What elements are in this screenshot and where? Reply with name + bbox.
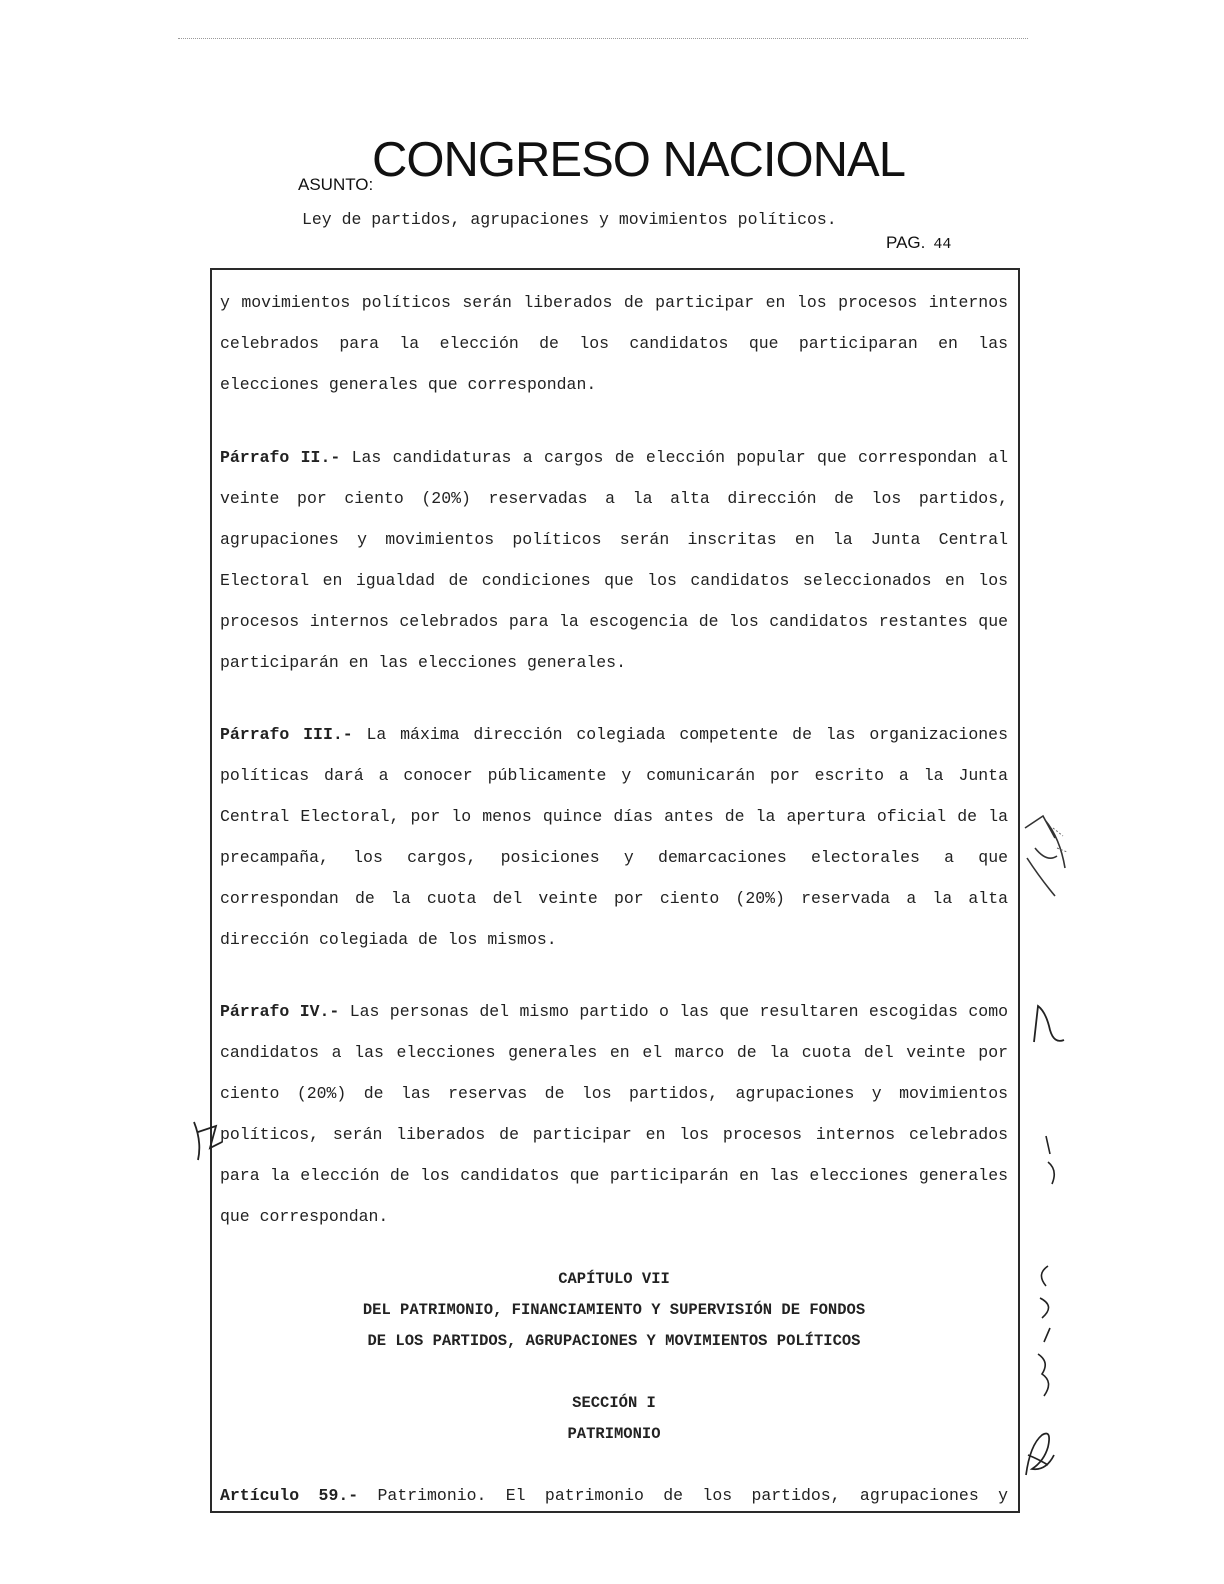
article-label: Artículo 59.- (220, 1486, 359, 1505)
article-59 (220, 1486, 1008, 1505)
chapter-title-line2: DE LOS PARTIDOS, AGRUPACIONES Y MOVIMIENTOS POLÍTICOS (367, 1332, 861, 1350)
paragraph-iv (220, 991, 1008, 1237)
continuation-paragraph (220, 282, 1008, 405)
page-indicator (886, 233, 951, 253)
handwritten-initial-mark (1028, 1000, 1073, 1050)
chapter-number: CAPÍTULO VII (558, 1270, 670, 1288)
asunto-label: ASUNTO: (298, 175, 374, 194)
continuation-text: y movimientos políticos serán liberados de participar en los procesos internos celebrados para la elección de los candidatos que participaran en las elecciones generales que correspondan. (220, 293, 1008, 394)
section-title: PATRIMONIO (567, 1425, 661, 1443)
paragraph-iii-label: Párrafo III.- (220, 725, 353, 744)
paragraph-ii (220, 437, 1008, 683)
page-label: PAG. (886, 233, 926, 252)
scan-artifact-line (178, 38, 1028, 39)
handwritten-initial-mark (1015, 808, 1075, 903)
handwritten-initial-mark (188, 1112, 228, 1167)
article-text: Patrimonio. El patrimonio de los partidos, agrupaciones y (377, 1486, 1008, 1505)
paragraph-iv-text: Las personas del mismo partido o las que resultaren escogidas como candidatos a las elecciones generales en el marco de la cuota del veinte por ciento (20%) de las reservas de los partidos, agrupaciones y movimientos políticos, serán liberados de participar en los procesos internos celebrados para la elección de los candidatos que participarán en las elecciones generales que correspondan. (220, 1002, 1009, 1226)
paragraph-iii (220, 714, 1008, 960)
chapter-title-line1: DEL PATRIMONIO, FINANCIAMIENTO Y SUPERVISIÓN DE FONDOS (362, 1301, 866, 1319)
paragraph-iii-text: La máxima dirección colegiada competente de las organizaciones políticas dará a conocer públicamente y comunicarán por escrito a la Junta Central Electoral, por lo menos quince días antes de la apertura oficial de la precampaña, los cargos, posiciones y demarcaciones electorales a que correspondan de la cuota del veinte por ciento (20%) reservada a la alta dirección colegiada de los mismos. (220, 725, 1008, 949)
handwritten-initial-mark (1030, 1262, 1064, 1402)
header-title: CONGRESO NACIONAL (372, 133, 905, 187)
document-subject: Ley de partidos, agrupaciones y movimientos políticos. (302, 210, 837, 229)
page-number: 44 (933, 236, 952, 253)
paragraph-iv-label: Párrafo IV.- (220, 1002, 340, 1021)
paragraph-ii-label: Párrafo II.- (220, 448, 341, 467)
handwritten-initial-mark (1038, 1130, 1068, 1190)
paragraph-ii-text: Las candidaturas a cargos de elección popular que correspondan al veinte por ciento (20%) reservadas a la alta dirección de los partidos, agrupaciones y movimientos políticos serán inscritas en la Junta Central Electoral en igualdad de condiciones que los candidatos seleccionados en los procesos internos celebrados para la escogencia de los candidatos restantes que participarán en las elecciones generales. (220, 448, 1008, 672)
handwritten-signature-mark (1018, 1425, 1062, 1485)
section-number: SECCIÓN I (572, 1394, 656, 1412)
